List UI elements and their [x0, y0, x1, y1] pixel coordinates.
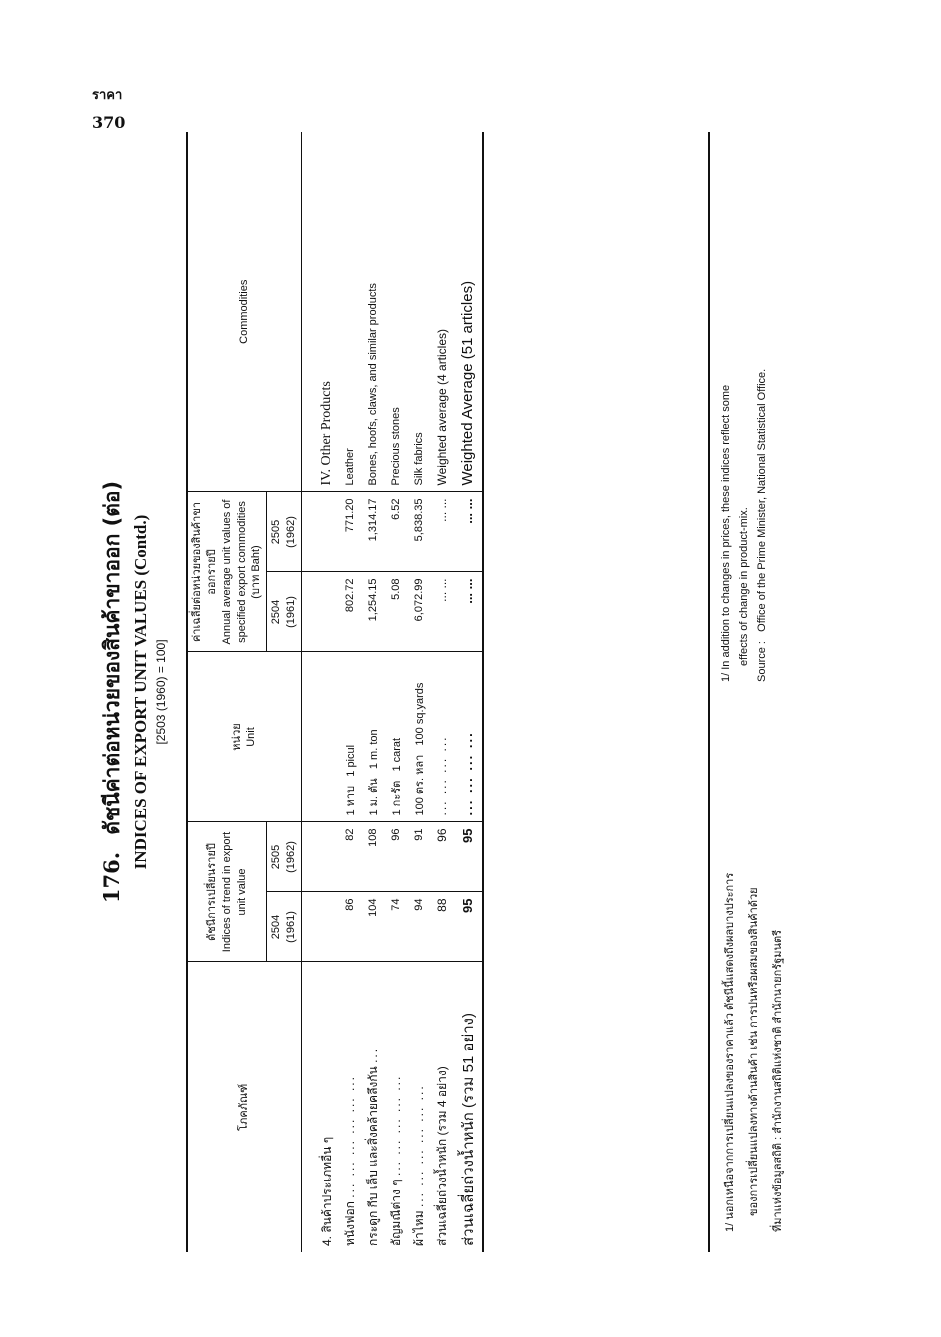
- base-year-note: [2503 (1960) = 100]: [154, 639, 168, 745]
- wavg-total-thai: ส่วนเฉลี่ยถ่วงน้ำหนัก (รวม 51 อย่าง): [459, 1013, 477, 1246]
- table-row: [408, 132, 431, 1252]
- col-index-english: Indices of trend in export unit value: [220, 831, 248, 953]
- row-unit: 1 ม. ตัน 1 m. ton: [362, 652, 385, 822]
- source-english: Office of the Prime Minister, National Statistical Office.: [756, 368, 768, 632]
- header-thai-label: ราคา: [92, 88, 123, 103]
- table-row: [385, 132, 408, 1252]
- section-row: [301, 132, 339, 1252]
- col-avg-group: [187, 492, 267, 652]
- wavg-value-1961: ... ...: [431, 572, 454, 652]
- row-thai: กระดูก กีบ เล็บ และสิ่งคล้ายคลึงกัน: [365, 1066, 380, 1246]
- row-dots: ... ... ... ... ...: [388, 1074, 403, 1176]
- export-indices-table: [186, 132, 484, 1252]
- source-english-label: Source :: [756, 641, 768, 682]
- footnotes: [708, 132, 792, 1252]
- col-commodities-en: Commodities: [187, 132, 301, 492]
- row-index-1962: 82: [339, 822, 362, 892]
- row-thai: อัญมณีต่าง ๆ: [388, 1179, 403, 1246]
- row-index-1962: 91: [408, 822, 431, 892]
- col-avg-year2: 2505 (1962): [267, 492, 302, 572]
- col-unit-english: Unit: [245, 727, 258, 747]
- wavg-total-value-1961: ... ...: [454, 572, 483, 652]
- col-avg-currency: (บาท Baht): [250, 545, 263, 599]
- col-index-thai: ดัชนีการเปลี่ยนรายปี: [205, 843, 218, 941]
- table-title-english: INDICES OF EXPORT UNIT VALUES (Contd.): [131, 514, 150, 870]
- col-avg-english: Annual average unit values of specified export commodities: [220, 499, 248, 645]
- row-dots: ... ... ... ... ... ...: [342, 1075, 357, 1198]
- col-index-year1: 2504 (1961): [267, 892, 302, 962]
- row-index-1961: 94: [408, 892, 431, 962]
- wavg-index-1962: 96: [431, 822, 454, 892]
- col-unit-thai: หน่วย: [230, 723, 243, 751]
- page-number: 370: [92, 113, 126, 132]
- row-index-1961: 74: [385, 892, 408, 962]
- row-english: Bones, hoofs, claws, and similar products: [362, 132, 385, 492]
- row-unit: 1 กะรัต 1 carat: [385, 652, 408, 822]
- wavg-index-1961: 88: [431, 892, 454, 962]
- row-value-1961: 6,072.99: [408, 572, 431, 652]
- col-index-group: [187, 822, 267, 962]
- wavg-english: Weighted average (4 articles): [431, 132, 454, 492]
- row-thai: หนังฟอก: [342, 1201, 357, 1246]
- footnote-thai-2: ของการเปลี่ยนแปลงทางด้านสินค้า เช่น การปนหรือผสมของสินค้าด้วย: [748, 887, 760, 1216]
- row-index-1962: 108: [362, 822, 385, 892]
- title-thai-text: ดัชนีค่าต่อหน่วยของสินค้าขาออก (ต่อ): [100, 480, 124, 835]
- row-dots: ... ... ... ... ... ...: [411, 1084, 426, 1208]
- table-title-block: [96, 132, 176, 1252]
- row-value-1961: 5.08: [385, 572, 408, 652]
- footnote-thai-1: 1/ นอกเหนือจากการเปลี่ยนแปลงของราคาแล้ว ดัชนีนี้แสดงถึงผลบางประการ: [724, 872, 736, 1232]
- weighted-average-row: [431, 132, 454, 1252]
- col-unit: [187, 652, 301, 822]
- section-english: IV. Other Products: [301, 132, 339, 492]
- wavg-total-value-1962: ... ...: [454, 492, 483, 572]
- row-index-1961: 86: [339, 892, 362, 962]
- wavg-total-english: Weighted Average (51 articles): [454, 132, 483, 492]
- wavg-value-1962: ... ...: [431, 492, 454, 572]
- row-english: Silk fabrics: [408, 132, 431, 492]
- wavg-total-unit-dots: ... ... ... ...: [454, 652, 483, 822]
- row-value-1961: 802.72: [339, 572, 362, 652]
- row-index-1961: 104: [362, 892, 385, 962]
- footnote-english-2: effects of change in product-mix.: [738, 507, 750, 666]
- table-row: [362, 132, 385, 1252]
- row-unit: 100 ตร. หลา 100 sq.yards: [408, 652, 431, 822]
- row-thai: ผ้าไหม: [411, 1210, 426, 1246]
- page-header: [92, 84, 125, 132]
- footnote-english-1: 1/ In addition to changes in prices, these indices reflect some: [720, 384, 732, 682]
- row-value-1961: 1,254.15: [362, 572, 385, 652]
- row-value-1962: 1,314.17: [362, 492, 385, 572]
- header-row-1: [187, 132, 267, 1252]
- source-thai-label: ที่มาแห่งข้อมูลสถิติ :: [772, 1136, 784, 1232]
- table-title-thai: [96, 132, 129, 1252]
- wavg-unit-dots: ... ... ... ...: [431, 652, 454, 822]
- wavg-total-index-1962: 95: [454, 822, 483, 892]
- table-number: 176.: [99, 851, 124, 904]
- section-thai: 4. สินค้าประเภทอื่น ๆ: [319, 1136, 334, 1246]
- row-value-1962: 5,838.35: [408, 492, 431, 572]
- table-row: [339, 132, 362, 1252]
- row-dots: ...: [365, 1046, 380, 1063]
- rotated-table-page: [96, 132, 816, 1252]
- wavg-thai: ส่วนเฉลี่ยถ่วงน้ำหนัก (รวม 4 อย่าง): [434, 1066, 449, 1246]
- weighted-average-total-row: [454, 132, 483, 1252]
- row-index-1962: 96: [385, 822, 408, 892]
- source-thai: สำนักงานสถิติแห่งชาติ สำนักนายกรัฐมนตรี: [772, 929, 784, 1134]
- col-avg-year1: 2504 (1961): [267, 572, 302, 652]
- row-english: Leather: [339, 132, 362, 492]
- row-english: Precious stones: [385, 132, 408, 492]
- col-commodities-th: โภคภัณฑ์: [238, 1083, 251, 1131]
- row-value-1962: 6.52: [385, 492, 408, 572]
- col-avg-thai: ค่าเฉลี่ยต่อหน่วยของสินค้าขาออกรายปี: [191, 501, 218, 643]
- row-unit: 1 หาบ 1 picul: [339, 652, 362, 822]
- col-index-year2: 2505 (1962): [267, 822, 302, 892]
- row-value-1962: 771.20: [339, 492, 362, 572]
- wavg-total-index-1961: 95: [454, 892, 483, 962]
